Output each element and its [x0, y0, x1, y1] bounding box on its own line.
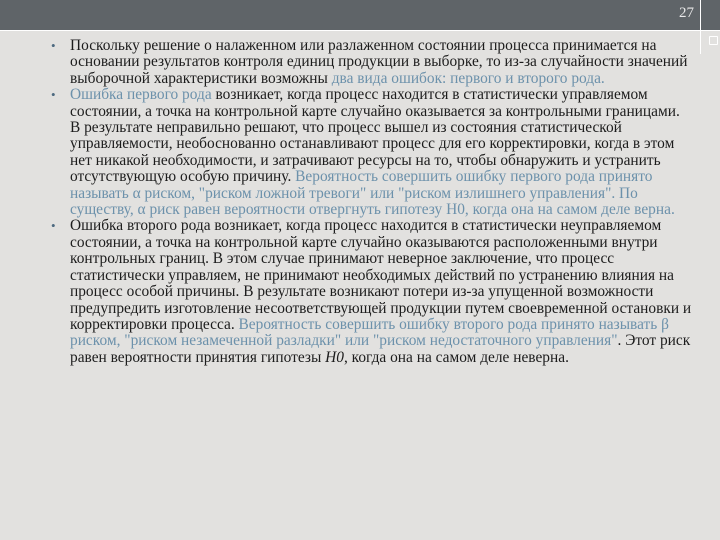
bullet-item — [51, 86, 692, 219]
bullet-text: Ошибка второго рода возникает, когда процесс находится в статистически неуправляемом состоянии, а точка на контрольной карте случайно оказываются расположенными внутри контрольных границ. В этом случае принимают неверное заключение, что процесс статистически управляем, не принимают необходимых действий по устранению влияния на процесс особой причины. В результате возникают потери из-за упущенной возможности предупредить изготовление несоответствующей продукции путем своевременной остановки и корректировки процесса. — [70, 217, 692, 333]
vertical-divider — [700, 0, 701, 54]
slide-body — [52, 38, 692, 366]
bullet-item — [51, 37, 692, 87]
bullet-text: Поскольку решение о налаженном или разлаженном состоянии процесса принимается на основании результатов контроля единиц продукции в выборке, то из-за случайности значений выборочной характеристики возможны — [70, 37, 688, 87]
bullet-icon: • — [51, 38, 56, 53]
italic-text: H0 — [325, 348, 344, 366]
header-divider — [0, 30, 720, 31]
page-number: 27 — [679, 5, 694, 21]
bullet-text: , когда она на самом деле неверна. — [343, 348, 569, 366]
slide-header-bar — [0, 0, 720, 30]
bullet-item — [51, 217, 692, 366]
highlighted-text: Вероятность совершить ошибку второго рода принято называть β риском, "риском незамеченной разладки" или "риском недостаточного управления" — [70, 315, 669, 350]
highlighted-text: Вероятность совершить ошибку первого рода принято называть α риском, "риском ложной тревоги" или "риском излишнего управления". По существу, α риск равен вероятности отвергнуть гипотезу H0, когда она на самом деле верна. — [70, 168, 675, 219]
highlighted-text: два вида ошибок: первого и второго рода. — [331, 69, 605, 87]
bullet-icon: • — [51, 87, 56, 103]
bullet-text: возникает, когда процесс находится в статистически управляемом состоянии, а точка на контрольной карте случайно оказывается за контрольными границами. В результате неправильно решают, что процесс вышел из состояния статистической управляемости, необоснованно останавливают процесс для его корректировки, когда в этом нет никакой необходимости, и затрачивают ресурсы на то, чтобы обнаружить и устранить отсутствующую особую причину. — [70, 86, 680, 186]
corner-square-decoration — [709, 36, 718, 45]
bullet-text: . Этот риск равен вероятности принятия гипотезы — [70, 332, 691, 366]
bullet-icon: • — [51, 218, 56, 234]
highlighted-text: Ошибка первого рода — [70, 86, 212, 104]
